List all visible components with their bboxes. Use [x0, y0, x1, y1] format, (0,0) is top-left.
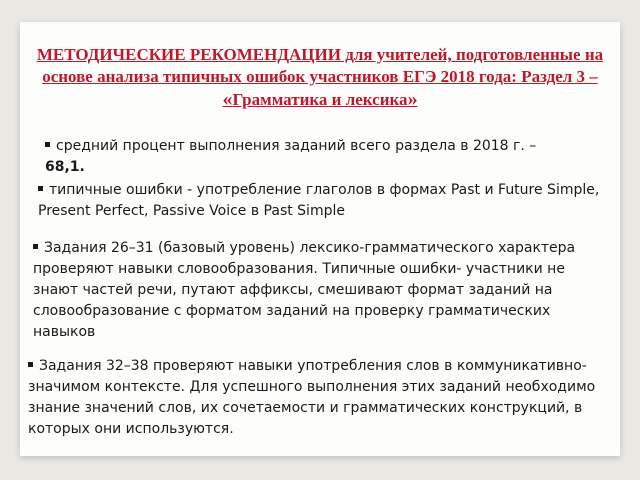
title-section-name: Грамматика и лексика	[232, 90, 408, 109]
bullet-average-percent-text: средний процент выполнения заданий всего раздела в 2018 г. –	[56, 138, 537, 154]
slide-title	[20, 44, 620, 111]
title-quote-open: «	[222, 88, 233, 110]
title-quote-close: »	[407, 88, 418, 110]
bullet-average-percent-value: 68,1.	[45, 159, 85, 175]
square-bullet-icon	[45, 142, 50, 147]
square-bullet-icon	[33, 244, 38, 249]
bullet-typical-errors-text: типичные ошибки - употребление глаголов в формах Past и Future Simple, Present Perfect, Passive Voice в Past Simple	[38, 182, 600, 219]
square-bullet-icon	[38, 186, 43, 191]
bullet-average-percent	[45, 136, 615, 178]
bullet-tasks-32-38-text: Задания 32–38 проверяют навыки употребления слов в коммуникативно-значимом контексте. Для успешного выполнения этих заданий необходимо знание значений слов, их сочетаемости и грамматических конструкций, в которых они используются.	[28, 358, 596, 437]
bullet-typical-errors	[38, 180, 616, 222]
bullet-tasks-26-31-text: Задания 26–31 (базовый уровень) лексико-грамматического характера проверяют навыки словообразования. Типичные ошибки- участники не знают частей речи, путают аффиксы, смешивают формат заданий на словообразование с форматом заданий на проверку грамматических навыков	[33, 240, 576, 340]
title-main: МЕТОДИЧЕСКИЕ РЕКОМЕНДАЦИИ для учителей, подготовленные на основе анализа типичных ошибок участников ЕГЭ 2018 года: Раздел 3 –	[36, 45, 604, 86]
bullet-tasks-26-31	[33, 238, 593, 343]
bullet-tasks-32-38	[28, 356, 618, 440]
square-bullet-icon	[28, 362, 33, 367]
